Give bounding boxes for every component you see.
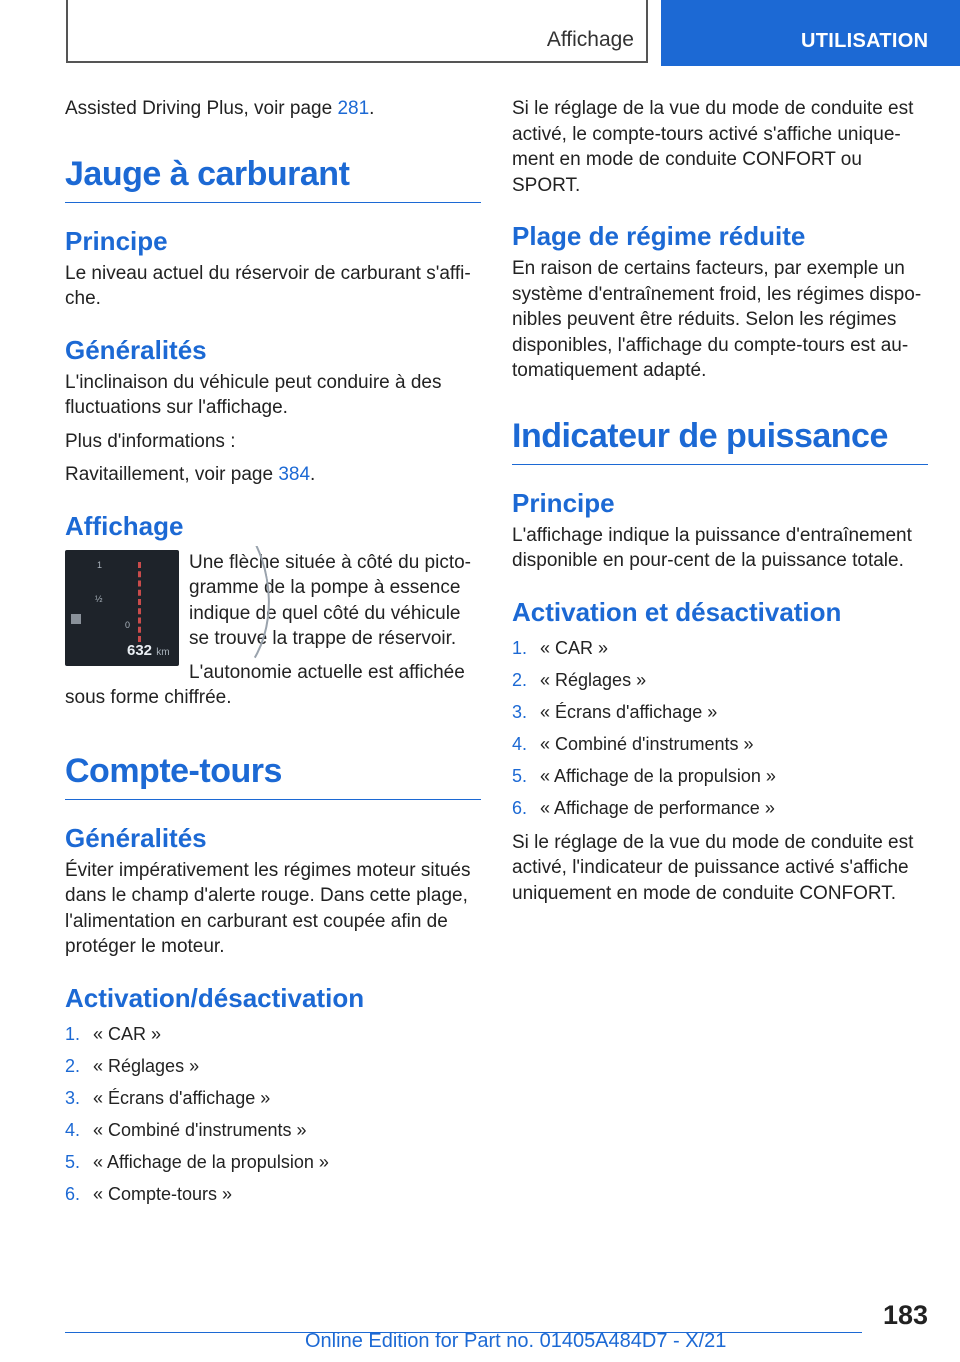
list-item: 5. « Affichage de la propulsion » <box>512 765 776 786</box>
list-item: 5. « Affichage de la propulsion » <box>65 1151 329 1172</box>
heading-compte-tours: Compte-tours <box>65 751 481 800</box>
paragraph-generalites-2: Éviter impérativement les régimes moteur situés dans le champ d'alerte rouge. Dans cette plage, l'alimentation en carburant est coupée afin de protéger le moteur. <box>65 859 471 957</box>
paragraph-generalites: L'inclinaison du véhicule peut conduire à des fluctuations sur l'affichage. <box>65 371 442 418</box>
list-item: 4. « Combiné d'instruments » <box>65 1119 307 1140</box>
heading-principe-2: Principe <box>512 487 615 518</box>
heading-affichage: Affichage <box>65 510 184 541</box>
gauge-label-half: ½ <box>95 593 103 604</box>
heading-generalites-2: Généralités <box>65 822 207 853</box>
paragraph-principe-2: L'affichage indique la puissance d'entraînement disponible en pour-cent de la puissance totale. <box>512 524 912 571</box>
heading-power-indicator: Indicateur de puissance <box>512 416 928 465</box>
gauge-label-full: 1 <box>97 559 103 570</box>
gauge-label-empty: 0 <box>125 619 131 630</box>
section-title: Affichage <box>546 28 634 51</box>
heading-fuel-gauge: Jauge à carburant <box>65 154 481 203</box>
edition-note: Online Edition for Part no. 01405A484D7 - X/21 <box>305 1330 727 1352</box>
list-item: 4. « Combiné d'instruments » <box>512 733 754 754</box>
list-item: 1. « CAR » <box>512 637 609 658</box>
list-item: 6. « Compte-tours » <box>65 1183 233 1204</box>
fuel-gauge-image <box>65 550 179 666</box>
heading-plage: Plage de régime réduite <box>512 221 806 251</box>
paragraph-drive-mode: Si le réglage de la vue du mode de conduite est activé, le compte-tours activé s'affiche unique-ment en mode de conduite CONFORT ou SPORT. <box>512 98 914 196</box>
left-column <box>65 96 481 1216</box>
page-link-281[interactable]: 281 <box>337 98 370 119</box>
affichage-block <box>65 546 481 719</box>
chapter-tab <box>661 0 960 66</box>
paragraph-final: Si le réglage de la vue du mode de conduite est activé, l'indicateur de puissance activé s'affiche uniquement en mode de conduite CONFORT. <box>512 831 914 904</box>
intro-paragraph: Assisted Driving Plus, voir page 281. <box>65 98 375 119</box>
list-item: 6. « Affichage de performance » <box>512 797 775 818</box>
page-number: 183 <box>882 1300 928 1330</box>
gauge-marker <box>138 562 145 642</box>
list-item: 1. « CAR » <box>65 1023 162 1044</box>
page-header <box>0 0 960 66</box>
paragraph-more-info: Plus d'informations : <box>65 430 236 452</box>
list-item: 2. « Réglages » <box>512 669 647 690</box>
range-readout: 632 km <box>127 641 170 659</box>
fuel-pump-icon <box>71 614 81 624</box>
chapter-title: UTILISATION <box>801 30 929 52</box>
list-item: 2. « Réglages » <box>65 1055 200 1076</box>
page-link-384[interactable]: 384 <box>278 464 311 485</box>
steps-list-right <box>512 632 928 824</box>
section-tab <box>66 0 648 63</box>
steps-list-left <box>65 1018 481 1210</box>
right-column <box>512 96 928 914</box>
heading-activation-2: Activation et désactivation <box>512 596 842 627</box>
list-item: 3. « Écrans d'affichage » <box>512 701 718 722</box>
heading-generalites: Généralités <box>65 334 207 365</box>
paragraph-principe: Le niveau actuel du réservoir de carburant s'affi-che. <box>65 262 471 309</box>
paragraph-plage: En raison de certains facteurs, par exemple un système d'entraînement froid, les régimes dispo-nibles peuvent être réduits. Selon les régimes disponibles, l'affichage du compte-tours est au-tomatiquement adapté. <box>512 258 922 381</box>
paragraph-affichage-arrow: Une flèche située à côté du picto-gramme de la pompe à essence indique de quel côté du véhicule se trouve la trappe de réservoir. <box>189 551 472 649</box>
paragraph-affichage-range: L'autonomie actuelle est affichée sous forme chiffrée. <box>65 661 465 708</box>
heading-principe: Principe <box>65 225 168 256</box>
paragraph-refuel: Ravitaillement, voir page 384. <box>65 464 316 485</box>
page-footer <box>0 1290 960 1362</box>
list-item: 3. « Écrans d'affichage » <box>65 1087 271 1108</box>
heading-activation: Activation/désactivation <box>65 982 365 1013</box>
